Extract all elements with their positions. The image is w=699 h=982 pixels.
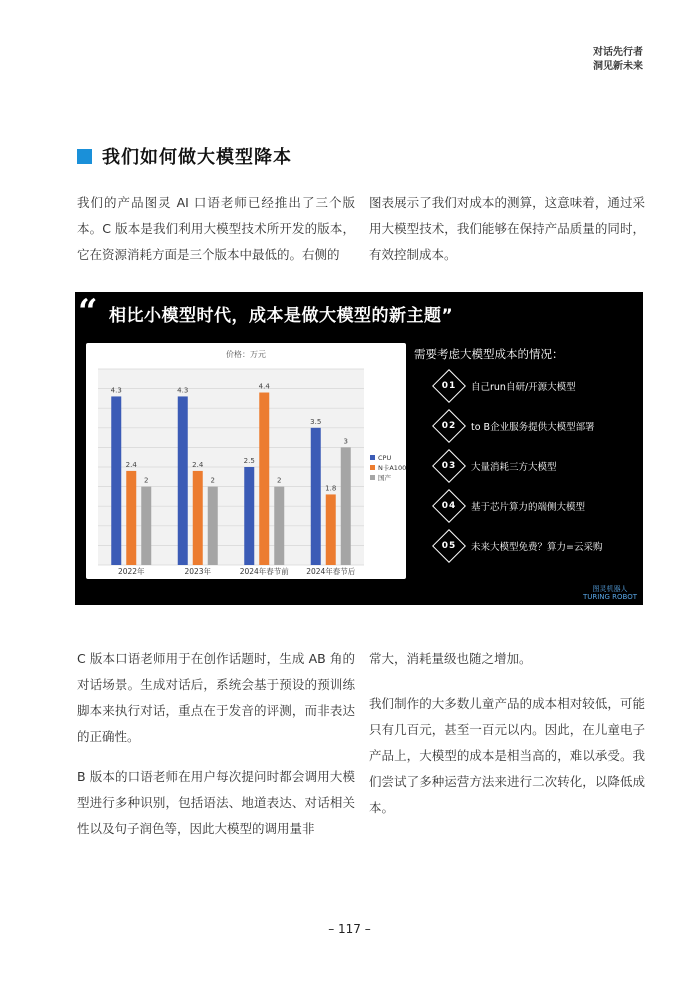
data-label: 4.3 [177,386,189,395]
case-item [437,374,576,398]
data-label: 2 [210,476,215,485]
intro-paragraph-left: 我们的产品图灵 AI 口语老师已经推出了三个版本。C 版本是我们利用大模型技术所开发的版本，它在资源消耗方面是三个版本中最低的。右侧的 [77,195,355,262]
bar [193,471,203,565]
legend-swatch [370,465,375,470]
data-label: 4.3 [110,386,122,395]
body-paragraph-left-2: B 版本的口语老师在用户每次提问时都会调用大模型进行多种识别，包括语法、地道表达、对话相关性以及句子润色等，因此大模型的调用量非 [77,769,355,836]
panel-title: 相比小模型时代，成本是做大模型的新主题” [109,306,454,326]
legend-swatch [370,455,375,460]
data-label: 3 [343,437,348,446]
tagline-line-2: 洞见新未来 [593,61,643,72]
bar [274,487,284,565]
bar [341,447,351,565]
body-paragraph-right-1: 常大，消耗量级也随之增加。 [369,651,532,666]
page-number: – 117 – [328,922,371,936]
brand-name-en: TURING ROBOT [582,593,637,601]
section-heading [77,143,292,169]
case-badge [432,529,466,563]
cases-title: 需要考虑大模型成本的情况： [414,347,564,361]
bar [326,494,336,565]
bar [141,487,151,565]
bar [311,428,321,565]
data-label: 2.5 [243,457,255,465]
case-label: 自己run自研/开源大模型 [471,382,576,393]
data-label: 2.4 [192,460,204,469]
case-number: 03 [441,461,457,471]
cost-bar-chart [86,343,406,579]
case-label: to B企业服务提供大模型部署 [471,422,595,433]
case-number: 04 [441,501,457,511]
bar [111,396,121,565]
case-number: 02 [441,421,457,431]
case-label: 大量消耗三方大模型 [471,462,557,473]
body-paragraph-right-2: 我们制作的大多数儿童产品的成本相对较低，可能只有几百元，甚至一百元以内。因此，在儿童电子产品上，大模型的成本是相当高的，难以承受。我们尝试了多种运营方法来进行二次转化，以降低成本。 [369,696,645,815]
brand-name: 图灵机器人 [592,585,628,593]
brand-logo [583,585,637,601]
case-item [437,454,557,478]
legend-label: CPU [378,454,392,462]
data-label: 3.5 [310,417,322,426]
category-label: 2024年春节后 [306,567,356,576]
bar [259,393,269,565]
legend-label: 国产 [378,474,391,482]
data-label: 2.4 [125,460,137,469]
category-label: 2024年春节前 [239,567,289,576]
section-title: 我们如何做大模型降本 [102,147,292,168]
case-label: 未来大模型免费？算力=云采购 [471,542,603,553]
heading-square-icon [77,149,92,164]
legend-swatch [370,475,375,480]
quote-mark-icon: “ [78,292,98,332]
category-label: 2022年 [117,567,145,576]
case-label: 基于芯片算力的端侧大模型 [471,502,586,513]
case-item [437,414,595,438]
data-label: 2 [144,476,149,485]
case-badge [432,489,466,523]
case-number: 05 [441,541,457,551]
data-label: 1.8 [325,484,337,493]
case-badge [432,409,466,443]
intro-paragraph-right: 图表展示了我们对成本的测算，这意味着，通过采用大模型技术，我们能够在保持产品质量的同时，有效控制成本。 [369,195,645,262]
cost-panel [75,292,643,605]
chart-title: 价格：万元 [226,350,266,359]
case-item [437,494,585,518]
case-item [437,534,602,558]
case-badge [432,449,466,483]
bar [244,467,254,565]
tagline-line-1: 对话先行者 [593,47,643,58]
body-paragraph-left-1: C 版本口语老师用于在创作话题时，生成 AB 角的对话场景。生成对话后，系统会基于预设的预训练脚本来执行对话，重点在于发音的评测，而非表达的正确性。 [77,651,355,744]
bar [208,487,218,565]
legend-label: N卡A100 [378,464,406,472]
bar [126,471,136,565]
data-label: 2 [277,476,282,485]
case-badge [432,369,466,403]
header-tagline [593,46,643,74]
case-number: 01 [441,381,457,391]
cost-chart [86,343,406,579]
data-label: 4.4 [258,382,270,391]
bar [178,396,188,565]
category-label: 2023年 [184,567,212,576]
